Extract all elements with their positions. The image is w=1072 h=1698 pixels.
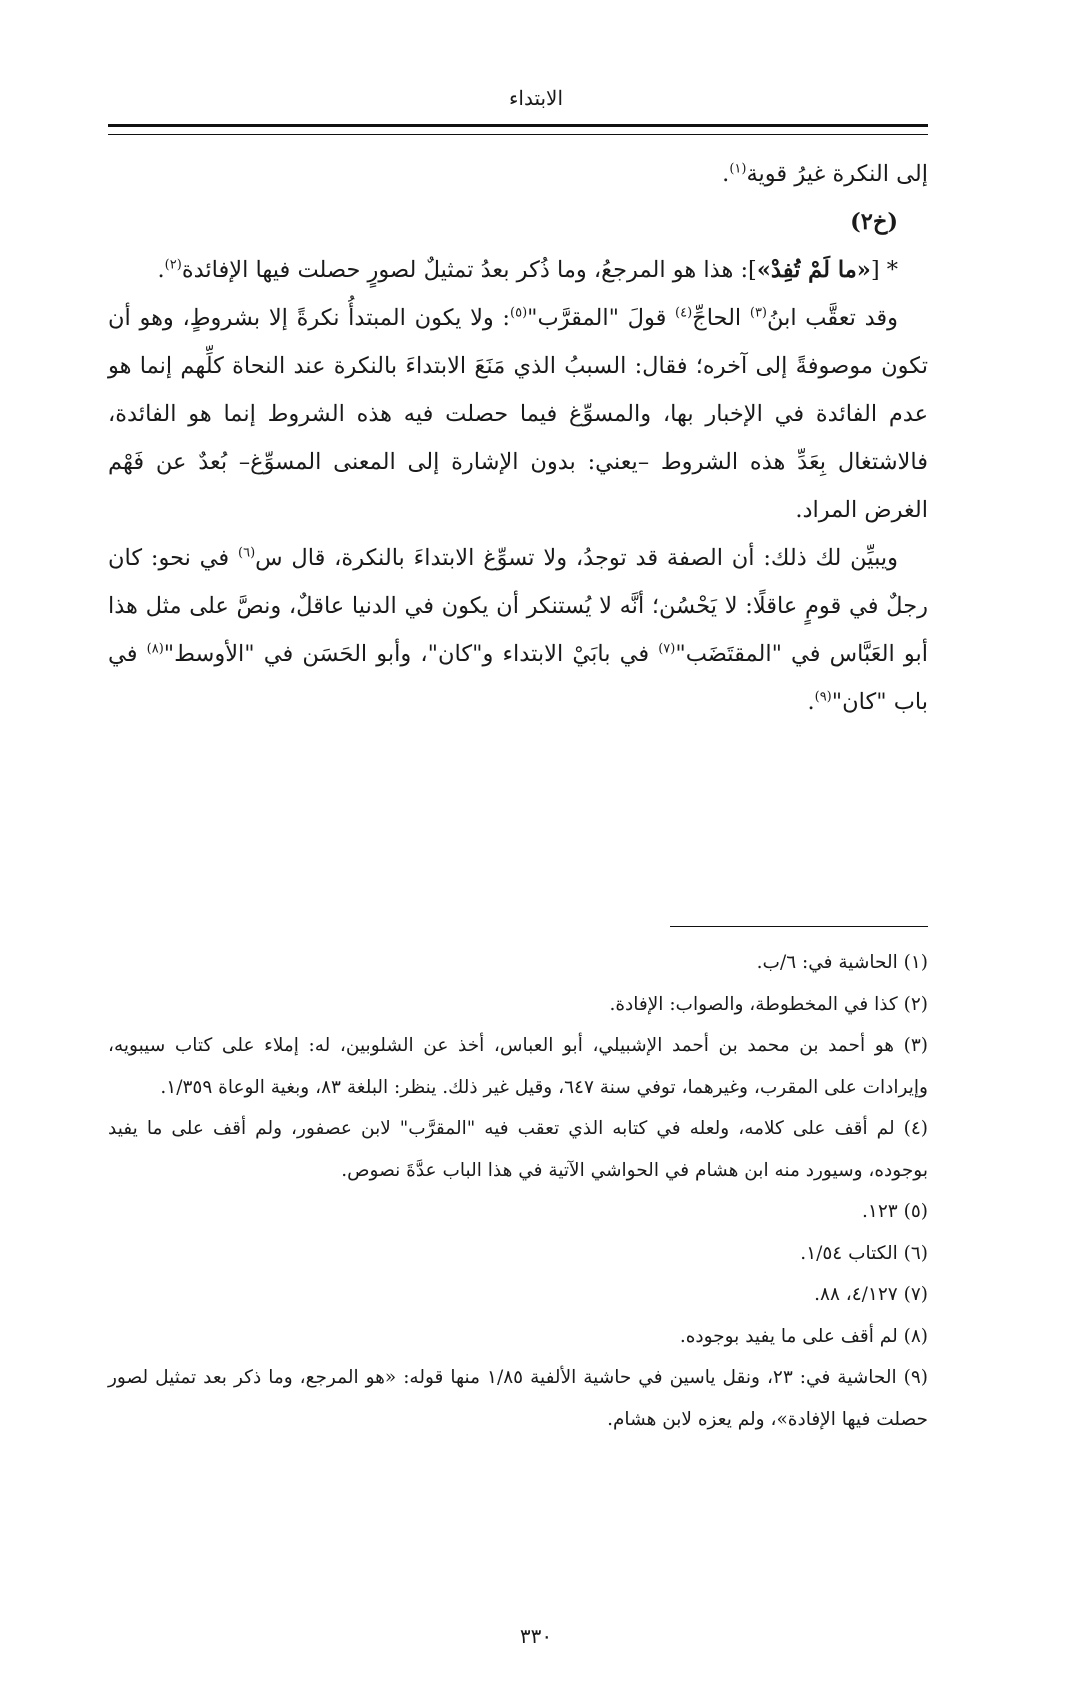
footnote-2: (٢) كذا في المخطوطة، والصواب: الإفادة.: [609, 993, 928, 1015]
footnote-9: (٩) الحاشية في: ٢٣، ونقل ياسين في حاشية الألفية ١/٨٥ منها قوله: «هو المرجع، وما ذكر بعد تمثيل لصور حصلت فيها الإفادة»، ولم يعزه لابن هشام.: [108, 1367, 928, 1430]
footnote-1: (١) الحاشية في: ٦/ب.: [756, 952, 928, 973]
footnote-7: (٧) ٤/١٢٧، ٨٨.: [814, 1284, 928, 1305]
header-rule-thick: [108, 124, 928, 127]
footnote-ref: (٧): [658, 641, 676, 657]
footnote-ref: (٦): [238, 545, 256, 561]
paragraph-4: ويبيِّن لك ذلك: أن الصفة قد توجدُ، ولا تسوِّغ الابتداءَ بالنكرة، قال س$^{(٦)}$ في نحو: كان رجلٌ في قومٍ عاقلًا: لا يَحْسُن؛ أنَّه لا يُستنكر أن يكون في الدنيا عاقلٌ، ونصَّ على مثل هذا أبو العَبَّاس في "المقتَضَب"$^{(٧)}$ في بابَيْ الابتداء و"كان"، وأبو الحَسَن في "الأوسط"$^{(٨)}$ في باب "كان"$^{(٩)}$.: [108, 545, 928, 715]
footnote-ref: (٢): [164, 257, 182, 273]
footnote-5: (٥) ١٢٣.: [862, 1201, 928, 1222]
paragraph-1: إلى النكرة غيرُ قوية$^{(١)}$.: [722, 161, 928, 187]
header-rule-thin: [108, 134, 928, 135]
paragraph-3: وقد تعقَّب ابنُ$^{(٣)}$ الحاجِّ$^{(٤)}$ قولَ "المقرَّب"$^{(٥)}$: ولا يكون المبتدأُ نكرةً إلا بشروطٍ، وهو أن تكون موصوفةً إلى آخره؛ فقال: السببُ الذي مَنَعَ الابتداءَ بالنكرة عند النحاة كلِّهم إنما هو عدم الفائدة في الإخبار بها، والمسوِّغ فيما حصلت فيه هذه الشروط إنما هو الفائدة، فالاشتغال بِعَدِّ هذه الشروط –يعني: بدون الإشارة إلى المعنى المسوِّغ– بُعدٌ عن فَهْم الغرض المراد.: [108, 305, 928, 523]
footnote-ref: (٨): [146, 641, 164, 657]
footnote-3: (٣) هو أحمد بن محمد بن أحمد الإشبيلي، أبو العباس، أخذ عن الشلوبين، له: إملاء على كتاب سيبويه، وإيرادات على المقرب، وغيرهما، توفي سنة ٦٤٧، وقيل غير ذلك. ينظر: البلغة ٨٣، وبغية الوعاة ١/٣٥٩.: [108, 1035, 928, 1098]
section-marker: (خ٢): [850, 209, 898, 235]
paragraph-2: * [«ما لَمْ تُفِدْ»]: هذا هو المرجعُ، وما ذُكر بعدُ تمثيلٌ لصورٍ حصلت فيها الإفائدة$^{(٢)}$.: [157, 257, 898, 283]
page-number: ٣٣٠: [519, 1624, 553, 1648]
footnote-4: (٤) لم أقف على كلامه، ولعله في كتابه الذي تعقب فيه "المقرَّب" لابن عصفور، ولم أقف على ما يفيد بوجوده، وسيورد منه ابن هشام في الحواشي الآتية في هذا الباب عدَّةَ نصوص.: [108, 1118, 928, 1181]
footnote-separator: [670, 926, 928, 927]
quoted-phrase: «ما لَمْ تُفِدْ»: [756, 257, 871, 283]
footnote-ref: (١): [729, 161, 747, 177]
footnote-8: (٨) لم أقف على ما يفيد بوجوده.: [679, 1325, 928, 1347]
footnote-6: (٦) الكتاب ١/٥٤.: [800, 1242, 928, 1264]
footnote-ref: (٣): [749, 305, 767, 321]
footnote-ref: (٩): [814, 689, 832, 705]
main-text: [108, 150, 928, 726]
footnotes: [108, 942, 928, 1440]
footnote-ref: (٤): [675, 305, 693, 321]
footnote-ref: (٥): [510, 305, 528, 321]
running-header: الابتداء: [508, 86, 564, 110]
